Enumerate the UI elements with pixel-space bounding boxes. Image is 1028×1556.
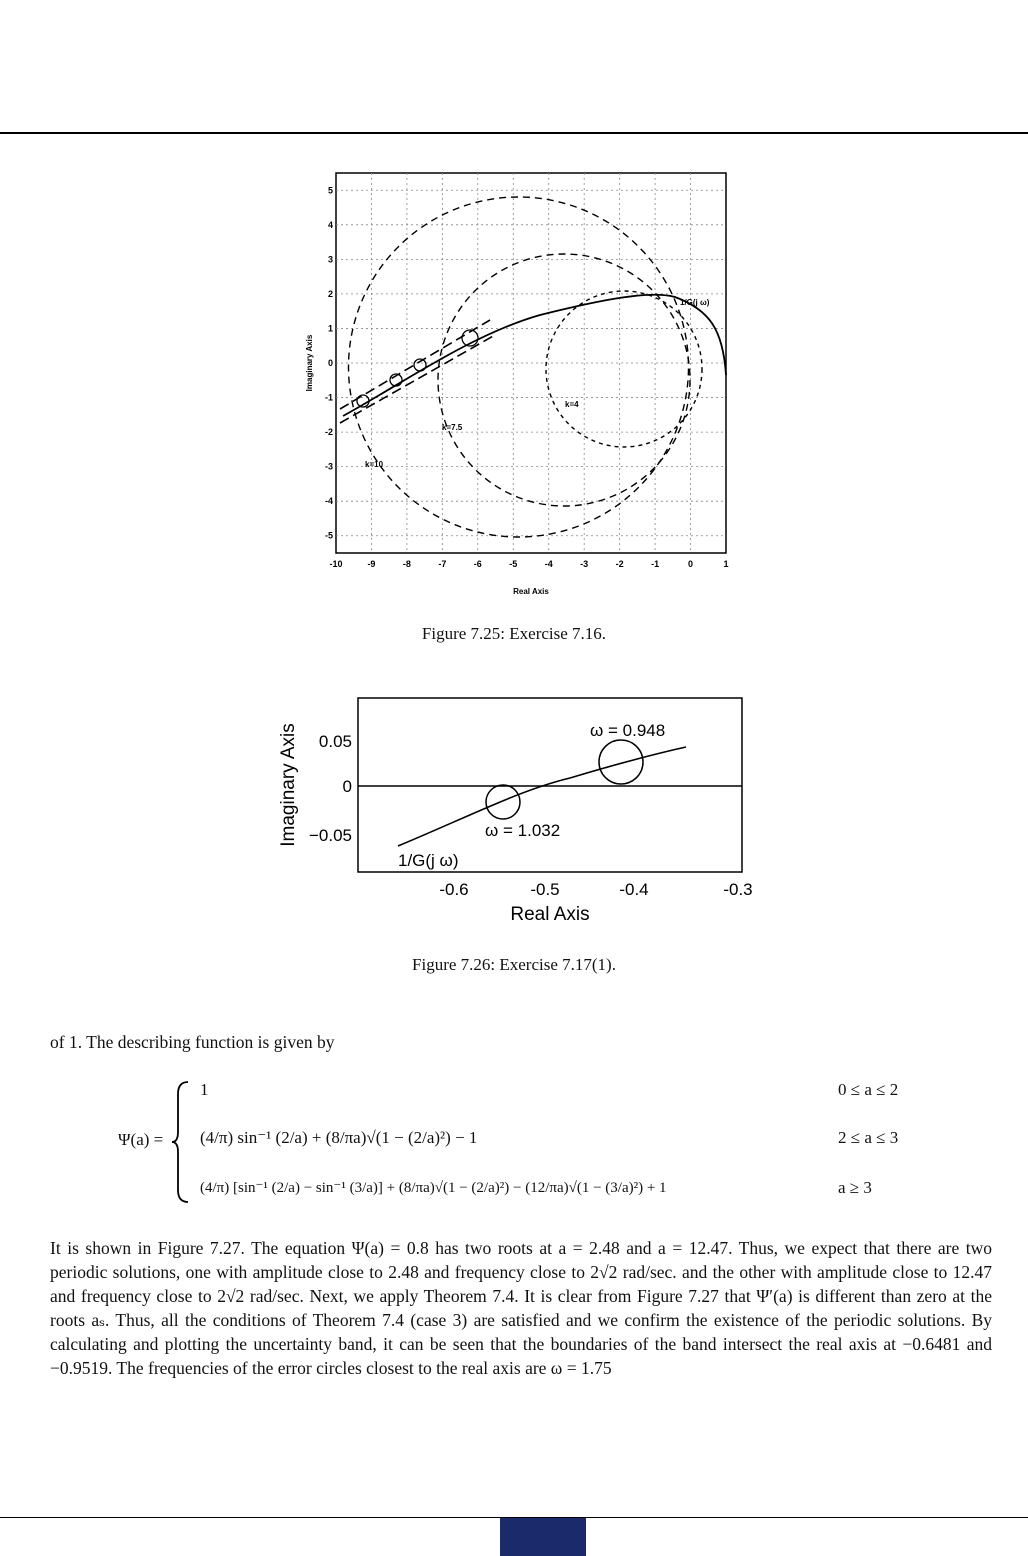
error-circle-w2 (486, 785, 520, 819)
x-tick-label: -4 (544, 559, 553, 569)
y-axis-label: Imaginary Axis (305, 334, 314, 392)
brace (172, 1080, 192, 1205)
figure-7-26-caption: Figure 7.26: Exercise 7.17(1). (412, 955, 616, 974)
figure-7-26 (270, 690, 770, 930)
x-tick-label: -8 (402, 559, 411, 569)
k10-label: k=10 (365, 460, 384, 469)
case1-condition: 0 ≤ a ≤ 2 (838, 1080, 899, 1099)
x-tick-label: -3 (580, 559, 589, 569)
y-tick-label: -5 (324, 530, 333, 541)
y-tick-label: -3 (324, 461, 333, 472)
case1: 1 (200, 1080, 209, 1099)
y-tick-labels (325, 185, 333, 540)
x-tick-label: -0.3 (723, 880, 753, 899)
k7-5-circle (438, 254, 690, 506)
y-tick-label: 1 (327, 323, 333, 334)
top-rule (0, 132, 1028, 134)
x-tick-label: -10 (329, 559, 343, 569)
x-tick-label: -0.4 (619, 880, 649, 899)
curve-label: 1/G(j ω) (398, 851, 459, 870)
x-tick-label: -1 (651, 559, 660, 569)
x-tick-label: -0.5 (530, 880, 560, 899)
y-tick-label: -1 (324, 392, 333, 403)
nyquist-curve (343, 295, 726, 416)
psi-label: Ψ(a) = (118, 1130, 164, 1149)
y-tick-labels (309, 732, 352, 845)
page-number-box (500, 1518, 586, 1556)
k7-5-label: k=7.5 (442, 423, 463, 432)
error-circle-w1 (599, 740, 643, 784)
x-tick-label: -6 (473, 559, 482, 569)
curve-label: 1/G(j ω) (680, 298, 710, 307)
x-tick-labels (439, 880, 752, 899)
grid (336, 173, 726, 553)
y-tick-label: 2 (327, 288, 333, 299)
y-tick-label: 0.05 (318, 732, 352, 751)
x-tick-label: 0 (688, 559, 694, 569)
x-tick-label: -7 (438, 559, 447, 569)
y-tick-label: 0 (327, 358, 333, 368)
plot-frame (358, 698, 742, 872)
intro-text: of 1. The describing function is given by (50, 1032, 335, 1052)
case3-condition: a ≥ 3 (838, 1178, 872, 1197)
x-axis-label: Real Axis (510, 904, 590, 925)
body-paragraph: It is shown in Figure 7.27. The equation Ψ(a) = 0.8 has two roots at a = 2.48 and a = 12.47. Thus, we expect that there are two periodic solutions, one with amplitude close to 2.48 and frequency close to 2√2 rad/sec. and the other with amplitude close to 12.47 and frequency close to 2√2 rad/sec. Next, we apply Theorem 7.4. It is clear from Figure 7.27 that Ψ′(a) is different than zero at the roots aₛ. Thus, all the conditions of Theorem 7.4 (case 3) are satisfied and we confirm the existence of the periodic solutions. By calculating and plotting the uncertainty band, it can be seen that the boundaries of the band intersect the real axis at −0.6481 and −0.9519. The frequencies of the error circles closest to the real axis are ω = 1.75 (50, 1238, 992, 1378)
y-tick-label: 4 (327, 219, 333, 230)
x-tick-label: -9 (367, 559, 376, 569)
k10-circle (349, 197, 689, 537)
case3: (4/π) [sin⁻¹ (2/a) − sin⁻¹ (3/a)] + (8/πa)√(1 − (2/a)²) − (12/πa)√(1 − (3/a)²) + 1 (200, 1180, 667, 1196)
figure-7-25 (290, 165, 750, 605)
y-tick-label: −0.05 (308, 826, 352, 845)
x-tick-labels (329, 559, 728, 569)
x-tick-label: -2 (615, 559, 624, 569)
y-tick-label: 0 (342, 777, 352, 796)
figure-7-25-caption: Figure 7.25: Exercise 7.16. (421, 624, 607, 643)
case2-condition: 2 ≤ a ≤ 3 (838, 1128, 899, 1147)
y-tick-label: -2 (324, 427, 333, 438)
y-tick-label: -4 (324, 496, 333, 507)
case2: (4/π) sin⁻¹ (2/a) + (8/πa)√(1 − (2/a)²) − 1 (200, 1128, 478, 1147)
x-axis-label: Real Axis (513, 587, 549, 596)
label-w2: ω = 1.032 (485, 821, 561, 840)
y-axis-label: Imaginary Axis (278, 723, 299, 847)
x-tick-label: -5 (509, 559, 518, 569)
k4-circle (546, 291, 702, 447)
x-tick-label: -0.6 (439, 880, 469, 899)
label-w1: ω = 0.948 (590, 721, 666, 740)
y-tick-label: 5 (327, 185, 333, 196)
k4-label: k=4 (565, 400, 579, 409)
x-tick-label: 1 (723, 559, 729, 569)
y-tick-label: 3 (327, 254, 333, 265)
band-lower (340, 335, 495, 423)
